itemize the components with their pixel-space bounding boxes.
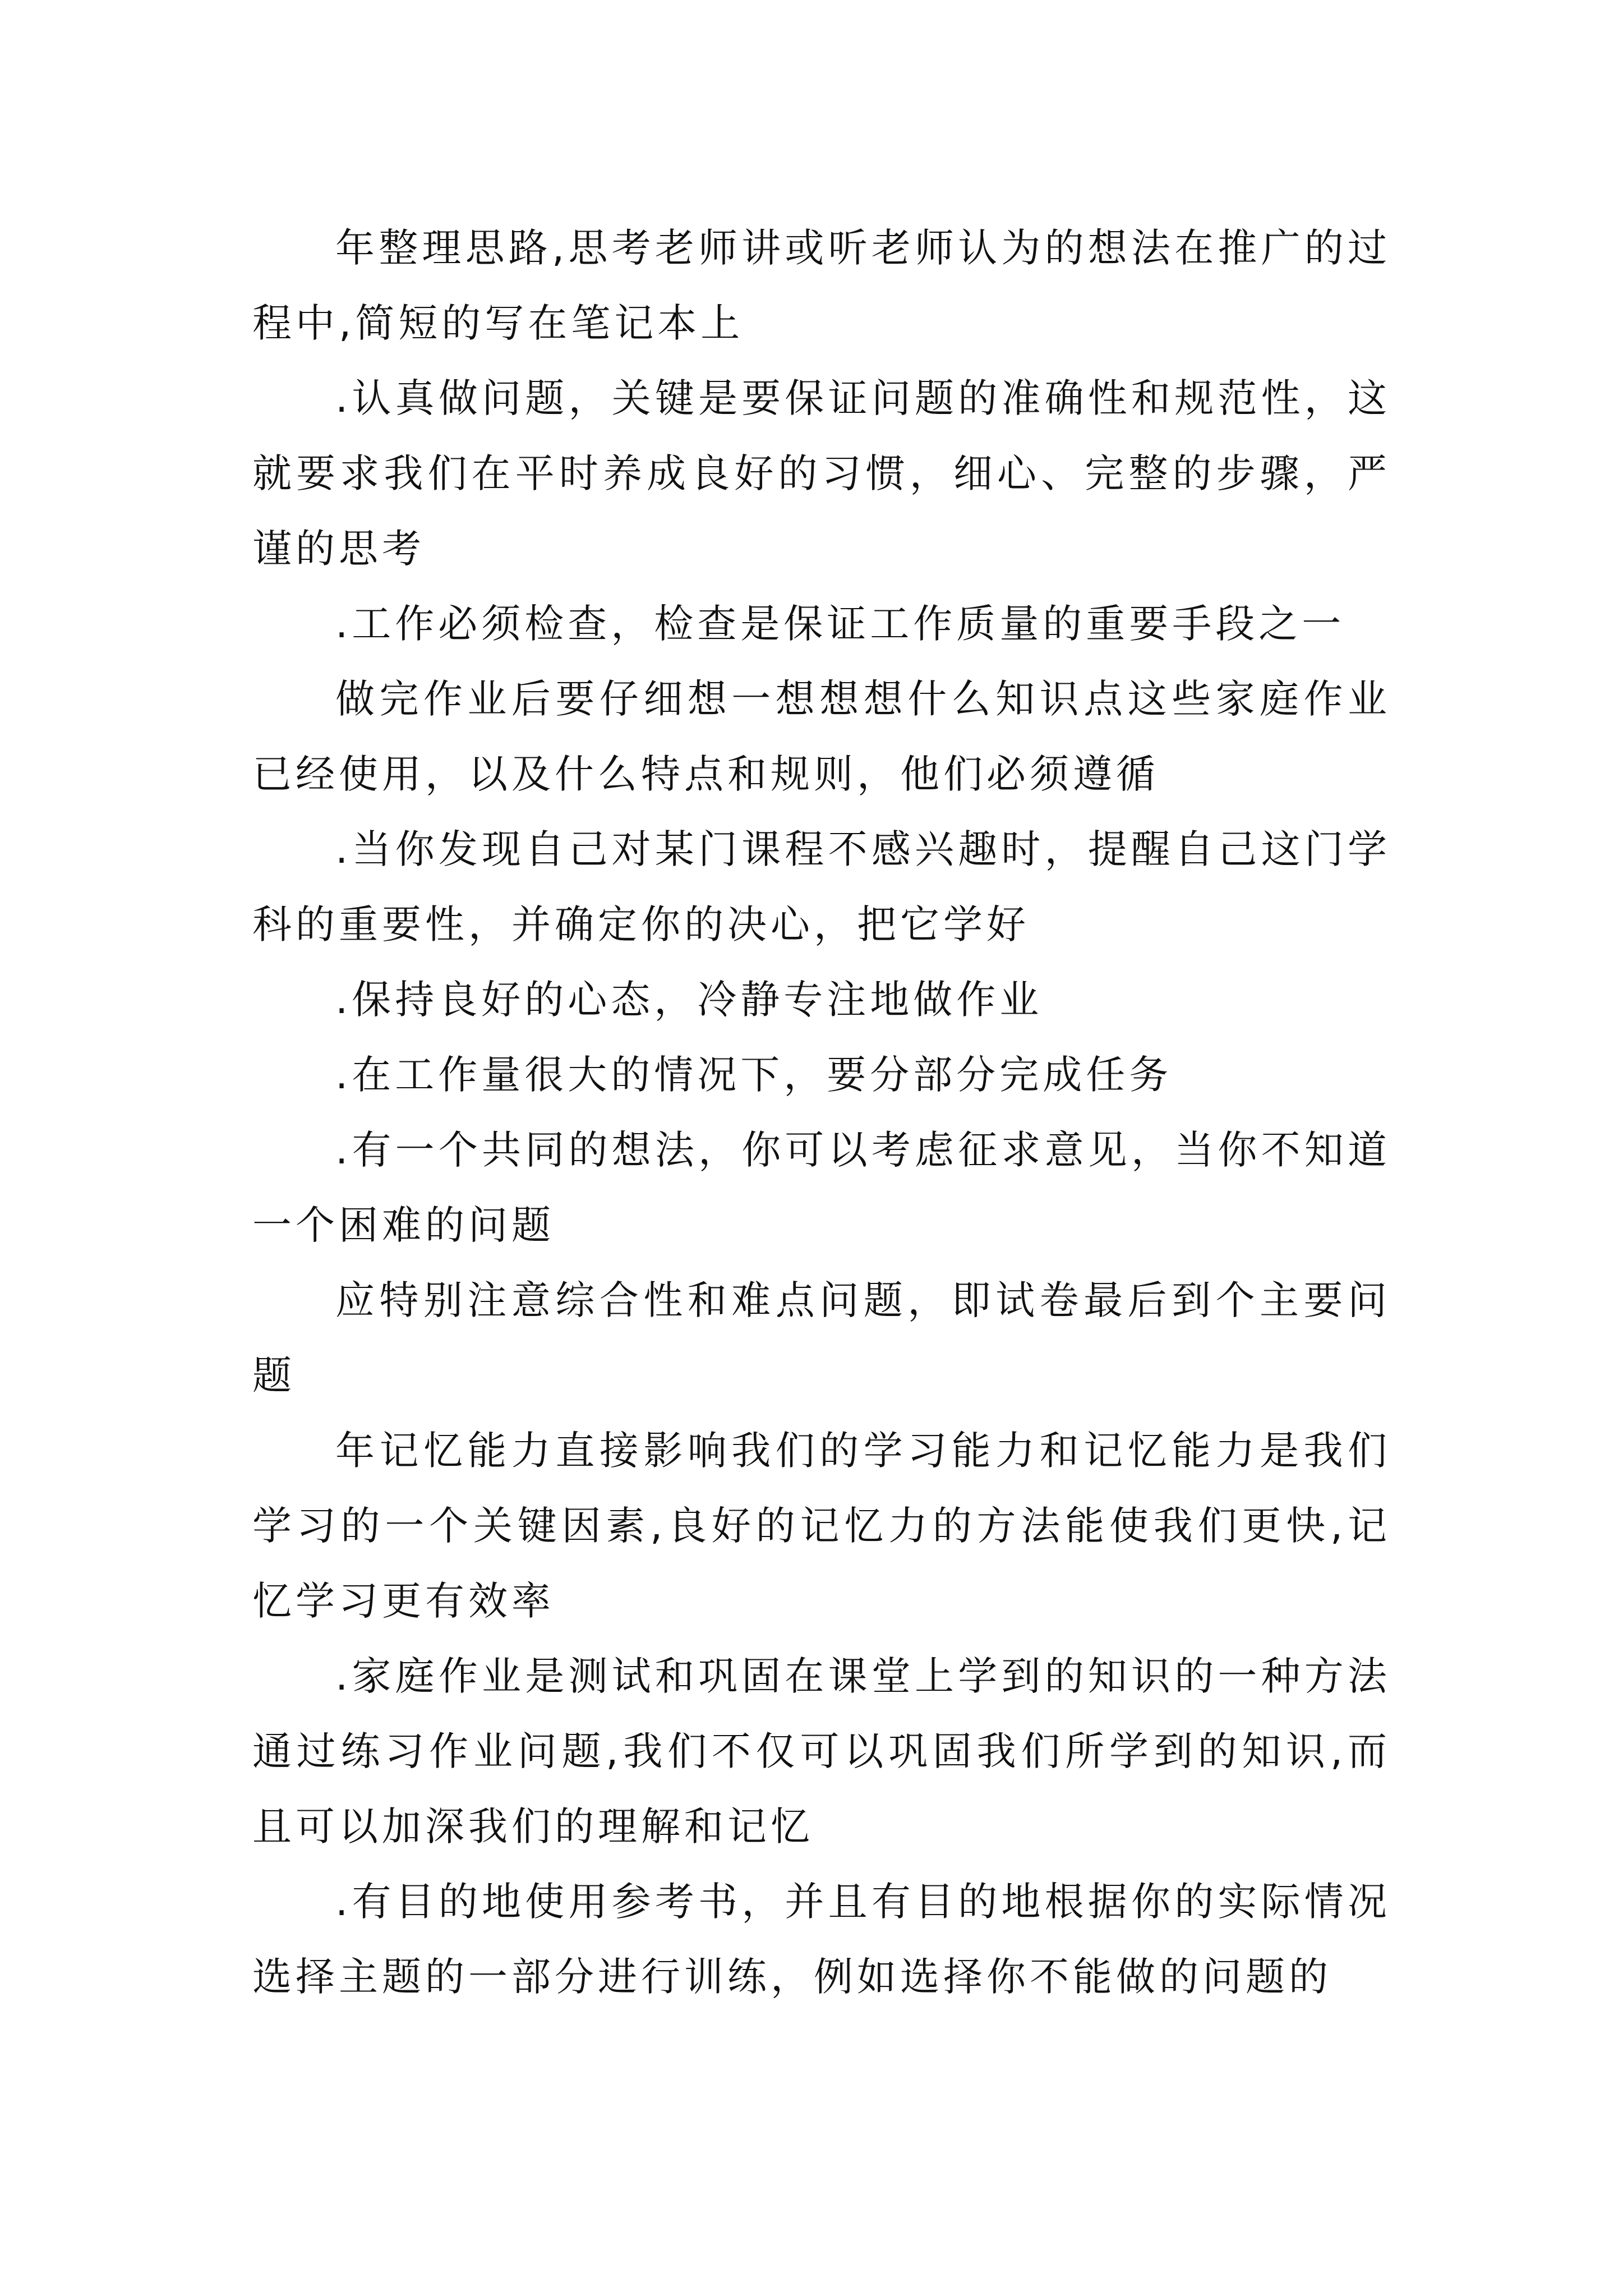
paragraph-3: .工作必须检查，检查是保证工作质量的重要手段之一 [335, 601, 1345, 647]
paragraph-2: .认真做问题，关键是要保证问题的准确性和规范性，这就要求我们在平时养成良好的习惯，细心、完整的步骤，严谨的思考 [252, 375, 1391, 572]
document-body [252, 210, 1391, 2014]
paragraph-7: .在工作量很大的情况下，要分部分完成任务 [335, 1052, 1173, 1098]
paragraph-12: .有目的地使用参考书，并且有目的地根据你的实际情况选择主题的一部分进行训练，例如选择你不能做的问题的 [252, 1879, 1391, 2000]
paragraph-6: .保持良好的心态，冷静专注地做作业 [335, 977, 1043, 1023]
paragraph-4: 做完作业后要仔细想一想想想什么知识点这些家庭作业已经使用，以及什么特点和规则，他们必须遵循 [252, 676, 1391, 797]
paragraph-11: .家庭作业是测试和巩固在课堂上学到的知识的一种方法通过练习作业问题,我们不仅可以巩固我们所学到的知识,而且可以加深我们的理解和记忆 [252, 1653, 1391, 1849]
paragraph-8: .有一个共同的想法，你可以考虑征求意见，当你不知道一个困难的问题 [252, 1127, 1391, 1248]
paragraph-10: 年记忆能力直接影响我们的学习能力和记忆能力是我们学习的一个关键因素,良好的记忆力的方法能使我们更快,记忆学习更有效率 [252, 1428, 1391, 1624]
paragraph-9: 应特别注意综合性和难点问题，即试卷最后到个主要问题 [252, 1277, 1391, 1398]
paragraph-5: .当你发现自己对某门课程不感兴趣时，提醒自己这门学科的重要性，并确定你的决心，把它学好 [252, 826, 1391, 947]
paragraph-1: 年整理思路,思考老师讲或听老师认为的想法在推广的过程中,简短的写在笔记本上 [252, 225, 1391, 346]
